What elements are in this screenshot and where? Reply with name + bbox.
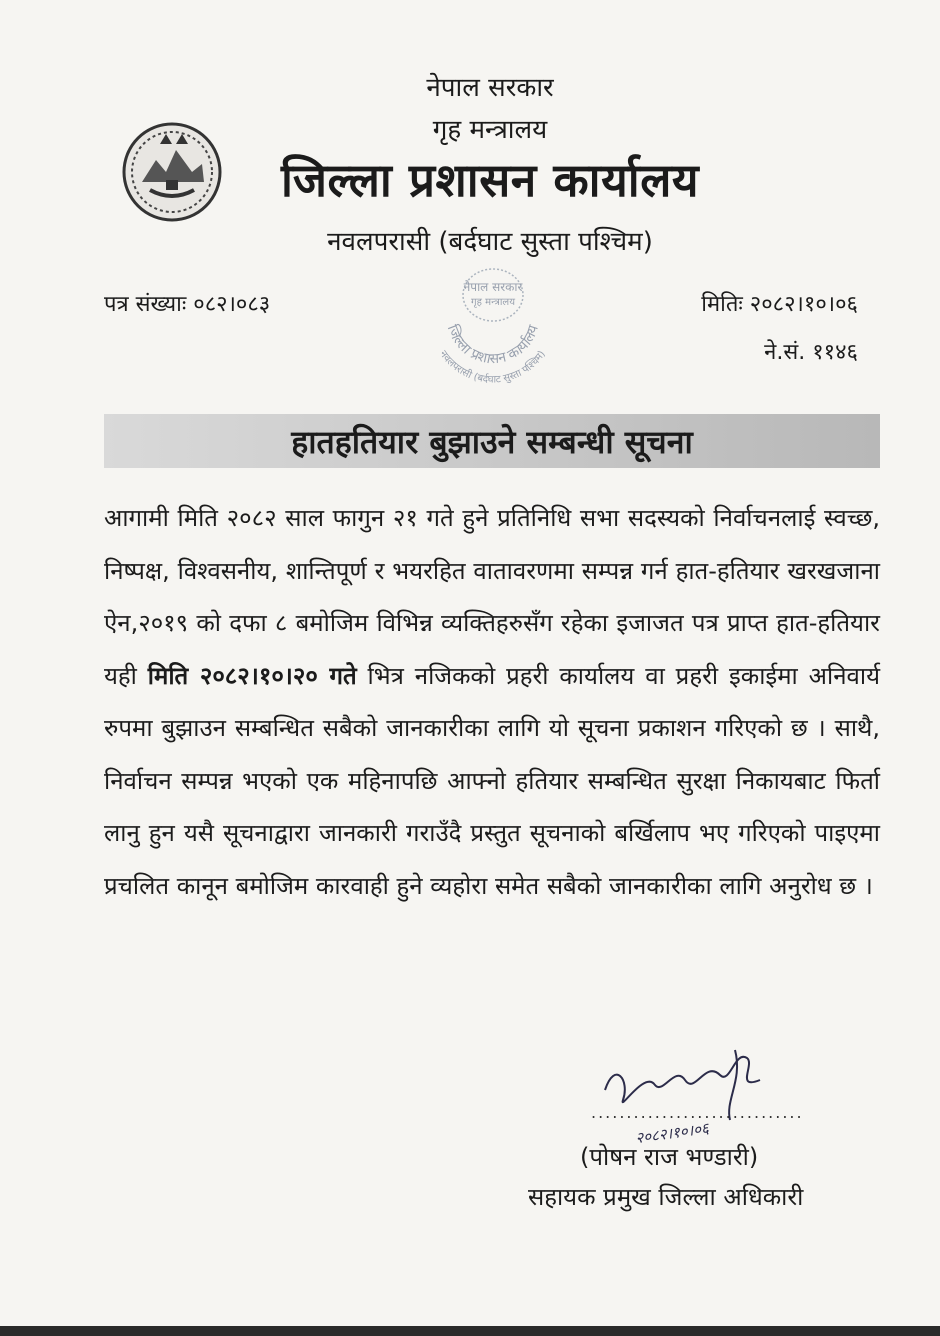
office-name: जिल्ला प्रशासन कार्यालय xyxy=(280,153,700,207)
reference-number: पत्र संख्याः ०८२।०८३ xyxy=(104,292,271,317)
nepal-sambat-year: ने.सं. ११४६ xyxy=(764,340,858,365)
office-stamp-icon xyxy=(405,225,580,400)
signature-date: २०८२।१०।०६ xyxy=(634,1119,710,1148)
stamp-line-3: जिल्ला प्रशासन कार्यालय xyxy=(443,322,542,368)
stamp-line-4: नवलपरासी (बर्दघाट सुस्ता पश्चिम) xyxy=(437,348,548,386)
notice-body-part-1: आगामी मिति २०८२ साल फागुन २१ गते हुने प्रतिनिधि सभा सदस्यको निर्वाचनलाई स्वच्छ, निष्पक्ष, विश्वसनीय, शान्तिपूर्ण र भयरहित वातावरणमा सम्पन्न गर्न हात-हतियार खरखजाना ऐन,२०१९ को दफा ८ बमोजिम विभिन्न व्यक्तिहरुसँग रहेका इजाजत पत्र प्राप्त हात-हतियार यही xyxy=(104,504,880,690)
signature-icon xyxy=(585,1040,815,1150)
district-name: नवलपरासी (बर्दघाट सुस्ता पश्चिम) xyxy=(327,227,653,257)
deadline-date: मिति २०८२।१०।२० गते xyxy=(147,661,357,690)
scan-border xyxy=(0,1326,940,1336)
signature-dotted-line: .............................. xyxy=(591,1103,804,1122)
notice-title-bar xyxy=(104,414,880,468)
stamp-line-2: गृह मन्त्रालय xyxy=(470,297,516,308)
stamp-line-1: नेपाल सरकार xyxy=(463,280,523,294)
signatory-name: (पोषन राज भण्डारी) xyxy=(580,1143,759,1171)
ministry-name: गृह मन्त्रालय xyxy=(432,115,548,145)
issue-date: मितिः २०८२।१०।०६ xyxy=(701,292,858,317)
government-name: नेपाल सरकार xyxy=(426,73,554,103)
notice-body xyxy=(104,492,880,912)
notice-body-part-2: भित्र नजिकको प्रहरी कार्यालय वा प्रहरी इकाईमा अनिवार्य रुपमा बुझाउन सम्बन्धित सबैको जानकारीका लागि यो सूचना प्रकाशन गरिएको छ । साथै, निर्वाचन सम्पन्न भएको एक महिनापछि आफ्नो हतियार सम्बन्धित सुरक्षा निकायबाट फिर्ता लानु हुन यसै सूचनाद्वारा जानकारी गराउँदै प्रस्तुत सूचनाको बर्खिलाप भए गरिएको पाइएमा प्रचलित कानून बमोजिम कारवाही हुने व्यहोरा समेत सबैको जानकारीका लागि अनुरोध छ । xyxy=(104,661,880,900)
notice-title: हातहतियार बुझाउने सम्बन्धी सूचना xyxy=(291,422,693,461)
signatory-title: सहायक प्रमुख जिल्ला अधिकारी xyxy=(528,1183,804,1211)
